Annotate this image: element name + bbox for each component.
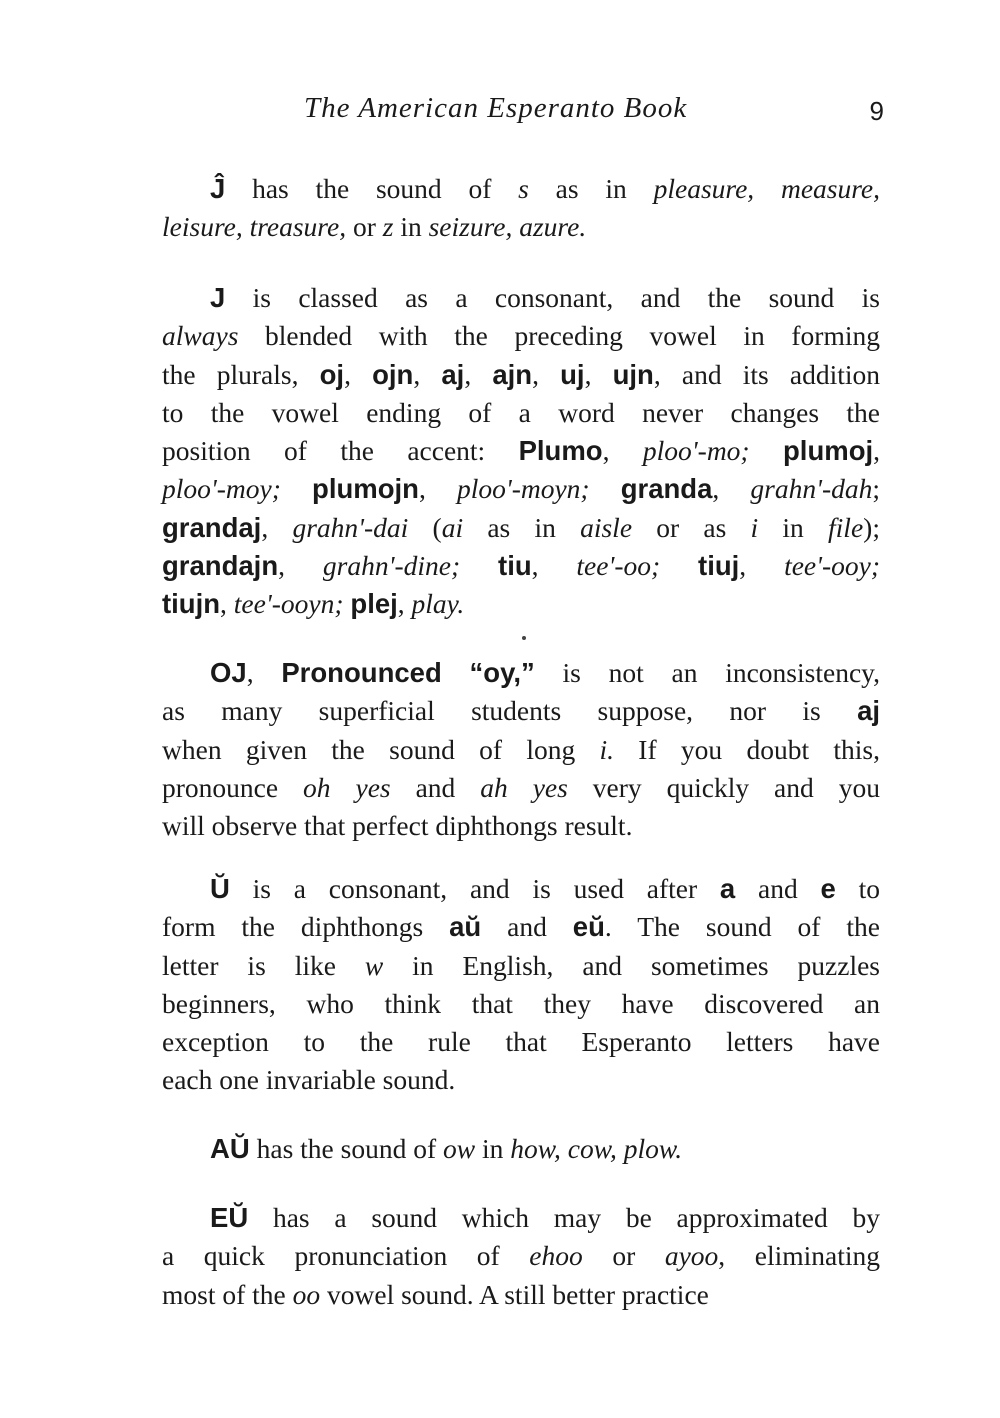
text-run: blended with the preceding vowel in forming [238, 320, 880, 352]
text-run: as many superficial students suppose, nor is [162, 695, 858, 727]
text-run [590, 473, 621, 504]
text-run: beginners, who think that they have discovered an [162, 987, 880, 1019]
text-run: and [390, 771, 481, 803]
text-line [162, 947, 880, 985]
text-line [162, 317, 880, 355]
text-run: a quick pronunciation of [162, 1240, 530, 1272]
text-run: in English, and sometimes puzzles [383, 949, 881, 981]
text-run: , [278, 550, 323, 582]
text-line [162, 807, 880, 845]
running-header [160, 92, 884, 132]
esperanto-term: tiuj [698, 550, 740, 582]
text-line [162, 654, 880, 692]
text-line [162, 547, 880, 585]
paragraph-j-consonant [162, 279, 880, 624]
text-line [162, 908, 880, 946]
italic-text: grahn'-dine; [322, 550, 461, 582]
italic-text: ehoo [529, 1240, 583, 1272]
text-line [162, 509, 880, 547]
esperanto-term: grandaj [162, 511, 262, 543]
italic-text: oh yes [303, 771, 391, 803]
text-line [162, 870, 880, 908]
text-run: position of the accent: [162, 435, 519, 467]
text-run: . The sound of the [604, 911, 880, 943]
esperanto-term: tiujn [162, 588, 221, 620]
italic-text: ploo'-moy; [162, 473, 281, 505]
text-run: , [739, 550, 785, 582]
italic-text: ploo'-moyn; [456, 473, 590, 505]
text-run [281, 473, 312, 504]
text-run: and [481, 911, 573, 943]
esperanto-term: J [210, 282, 226, 313]
esperanto-term: Pronounced [281, 657, 442, 688]
text-run: as in [463, 511, 581, 543]
text-run: , [873, 435, 881, 467]
esperanto-term: aj [857, 695, 880, 727]
text-line [162, 356, 880, 394]
text-run: , and its addition [653, 358, 881, 390]
paragraph-j-circumflex [162, 170, 880, 247]
text-run: very quickly and you [567, 771, 880, 803]
text-run: ); [863, 511, 880, 543]
text-line [162, 1023, 880, 1061]
text-line [162, 731, 880, 769]
text-run: , [584, 358, 613, 390]
text-run: , eliminating [718, 1240, 880, 1272]
text-line [162, 279, 880, 317]
text-run: and [735, 873, 821, 904]
text-line [162, 985, 880, 1023]
text-run: , [418, 473, 457, 505]
text-line [162, 470, 880, 508]
text-run: ; [872, 473, 881, 505]
esperanto-term: plumoj [783, 435, 874, 467]
esperanto-term: ajn [492, 358, 533, 390]
text-line [162, 208, 880, 246]
text-line [162, 1061, 880, 1099]
italic-text: pleasure, measure, [653, 173, 880, 204]
esperanto-term: OJ [210, 657, 247, 688]
italic-text: tee'-ooy; [784, 550, 881, 582]
text-run: is a consonant, and is used after [229, 873, 720, 904]
text-run: , [712, 473, 751, 505]
text-line [162, 1237, 880, 1275]
italic-text: i. [599, 733, 615, 765]
esperanto-term: aŭ [449, 911, 482, 943]
text-run: pronounce [162, 771, 304, 803]
esperanto-term: e [820, 873, 836, 904]
text-run: , [532, 358, 561, 390]
italic-text: tee'-oo; [576, 550, 661, 582]
text-line [162, 432, 880, 470]
esperanto-term: aj [441, 358, 465, 390]
italic-text: seizure, azure. [428, 211, 587, 243]
text-run: , [220, 588, 234, 620]
paragraph-au-sound [162, 1130, 880, 1168]
text-run: has the sound of [225, 173, 519, 204]
esperanto-term: grandajn [162, 550, 279, 582]
text-run: is classed as a consonant, and the sound is [225, 282, 880, 313]
text-run: most of the [162, 1278, 293, 1310]
paragraph-u-breve [162, 870, 880, 1100]
text-run: exception to the rule that Esperanto letters have [162, 1026, 880, 1058]
italic-text: play. [411, 588, 465, 620]
paragraph-eu-sound [162, 1199, 880, 1314]
text-run: the plurals, [162, 358, 320, 390]
text-run: or [582, 1240, 665, 1272]
text-run: , [464, 358, 493, 390]
text-run: , [246, 657, 282, 688]
text-run: has the sound of [249, 1133, 443, 1164]
text-run: each one invariable sound. [162, 1064, 456, 1096]
esperanto-term: EŬ [210, 1202, 249, 1233]
esperanto-term: Ŭ [210, 873, 230, 904]
italic-text: oo [292, 1278, 321, 1310]
text-run: or as [632, 511, 751, 543]
esperanto-term: eŭ [572, 911, 605, 943]
text-line [162, 170, 880, 208]
italic-text: ploo'-mo; [642, 435, 750, 467]
italic-text: i [750, 511, 759, 543]
paragraph-oj-pronounced [162, 654, 880, 845]
running-title: The American Esperanto Book [304, 92, 688, 124]
text-run: form the diphthongs [162, 911, 450, 943]
text-run: or [346, 211, 383, 243]
text-run [442, 657, 470, 688]
italic-text: ow [442, 1133, 476, 1164]
text-line [162, 394, 880, 432]
text-run [750, 435, 783, 466]
esperanto-term: ojn [372, 358, 414, 390]
italic-text: always [162, 320, 239, 352]
italic-text: ah yes [480, 771, 568, 803]
esperanto-term: a [719, 873, 736, 904]
esperanto-term: plej [350, 588, 398, 620]
italic-text: aisle [580, 511, 633, 543]
esperanto-term: AŬ [210, 1133, 250, 1164]
text-run [460, 550, 498, 581]
page-number: 9 [869, 96, 884, 126]
text-run: is not an inconsistency, [534, 657, 880, 688]
italic-text: grahn'-dah [750, 473, 873, 505]
esperanto-term: uj [560, 358, 585, 390]
stray-dot [522, 636, 526, 640]
text-run: , [261, 511, 293, 543]
text-run [660, 550, 698, 581]
text-line [162, 585, 880, 623]
text-run: , [602, 435, 643, 467]
esperanto-term: “oy,” [469, 657, 535, 688]
esperanto-term: granda [620, 473, 713, 505]
italic-text: grahn'-dai [292, 511, 409, 543]
text-run: when given the sound of long [162, 733, 600, 765]
text-run: , [531, 550, 577, 582]
text-run: ( [408, 511, 442, 543]
text-run: If you doubt this, [614, 733, 880, 765]
esperanto-term: tiu [498, 550, 532, 582]
italic-text: ai [441, 511, 464, 543]
text-run: as in [528, 173, 654, 204]
italic-text: file [828, 511, 864, 543]
text-line [162, 1199, 880, 1237]
text-run: letter is like [162, 949, 365, 981]
text-run: vowel sound. A still better practice [320, 1278, 709, 1310]
esperanto-term: Plumo [518, 435, 603, 467]
esperanto-term: Ĵ [210, 173, 226, 204]
esperanto-term: oj [319, 358, 345, 390]
text-run: will observe that perfect diphthongs result. [162, 810, 633, 842]
italic-text: s [518, 173, 529, 204]
italic-text: how, cow, plow. [510, 1133, 683, 1164]
italic-text: tee'-ooyn; [233, 588, 344, 620]
esperanto-term: ujn [612, 358, 654, 390]
text-run: in [758, 511, 829, 543]
text-run: to the vowel ending of a word never changes the [162, 396, 880, 428]
text-run: , [397, 588, 412, 620]
italic-text: z [382, 211, 394, 243]
text-run: , [344, 358, 373, 390]
italic-text: w [364, 949, 384, 981]
italic-text: ayoo [664, 1240, 719, 1272]
text-run: to [835, 873, 880, 904]
text-run: , [413, 358, 442, 390]
italic-text: leisure, treasure, [162, 211, 347, 243]
text-line [162, 1130, 880, 1168]
text-line [162, 1276, 880, 1314]
text-line [162, 769, 880, 807]
text-run: in [475, 1133, 511, 1164]
esperanto-term: plumojn [312, 473, 419, 505]
text-run: has a sound which may be approximated by [248, 1202, 880, 1233]
text-run: in [393, 211, 429, 243]
text-line [162, 692, 880, 730]
